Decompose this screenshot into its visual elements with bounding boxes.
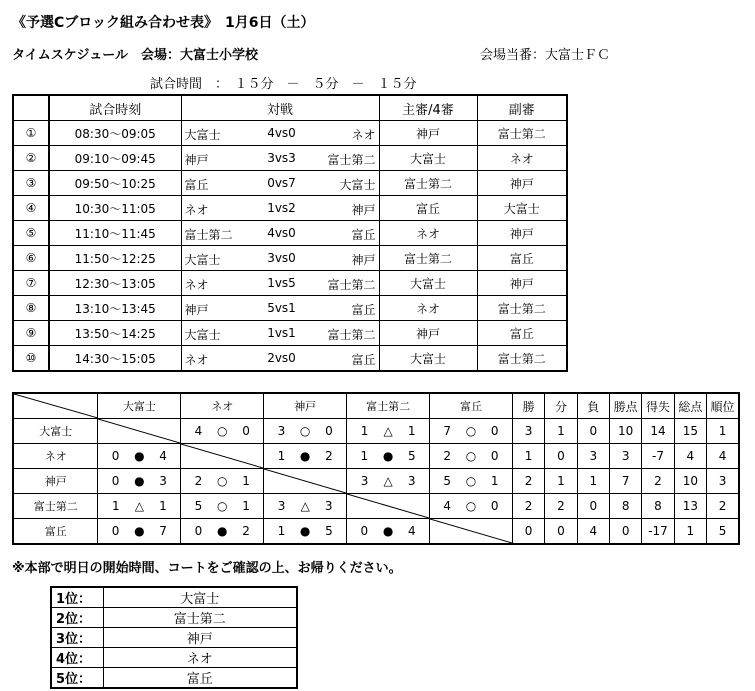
match-pairing (181, 321, 379, 346)
result-cell (430, 474, 512, 488)
goals-against: 0 (490, 449, 499, 463)
match-pairing (181, 146, 379, 171)
match-referee: 大富士 (379, 346, 477, 372)
standings-col-team: 富士第二 (347, 393, 430, 419)
ranking-row (51, 648, 297, 668)
result-symbol: ● (134, 474, 145, 488)
schedule-header-time: 試合時刻 (49, 95, 181, 121)
goals-against: 0 (490, 499, 499, 513)
match-pairing (181, 171, 379, 196)
standings-result (181, 469, 264, 494)
match-assistant: 富丘 (477, 246, 567, 271)
ranking-row (51, 587, 297, 608)
standings-stat: 1 (512, 444, 544, 469)
goals-for: 1 (111, 499, 120, 513)
goals-for: 7 (443, 424, 452, 438)
result-cell (430, 424, 512, 438)
standings-col-stat: 得失 (642, 393, 674, 419)
schedule-row (13, 171, 567, 196)
standings-result (347, 469, 430, 494)
standings-result (347, 444, 430, 469)
diagonal-line (347, 494, 429, 518)
standings-result (430, 419, 513, 444)
standings-col-stat: 順位 (707, 393, 739, 419)
match-pairing (181, 346, 379, 372)
standings-row (13, 419, 739, 444)
match-score: 4vs0 (267, 126, 296, 140)
standings-stat: 14 (642, 419, 674, 444)
match-score: 5vs1 (267, 301, 296, 315)
goals-against: 1 (242, 474, 250, 488)
goals-for: 1 (360, 449, 369, 463)
goals-against: 3 (159, 474, 167, 488)
standings-col-stat: 分 (545, 393, 577, 419)
rank-label: 2位： (51, 608, 103, 628)
standings-team: 神戸 (13, 469, 98, 494)
schedule-header-assistant: 副審 (477, 95, 567, 121)
standings-self-cell (264, 469, 347, 494)
standings-col-team: 大富士 (98, 393, 181, 419)
match-assistant: 大富士 (477, 196, 567, 221)
match-number: ⑩ (13, 346, 49, 372)
diagonal-line (181, 444, 263, 468)
page-title: 《予選Cブロック組み合わせ表》 1月6日（土） (12, 15, 315, 31)
standings-stat: 0 (577, 419, 609, 444)
standings-stat: 8 (642, 494, 674, 519)
result-cell (181, 424, 263, 438)
match-assistant: 富丘 (477, 321, 567, 346)
standings-stat: 2 (512, 469, 544, 494)
match-time: 14:30～15:05 (49, 346, 181, 372)
goals-against: 1 (490, 474, 499, 488)
goals-for: 1 (277, 449, 286, 463)
schedule-row (13, 221, 567, 246)
result-symbol: ○ (465, 424, 477, 438)
standings-table (12, 392, 740, 545)
schedule-header-match: 対戦 (181, 95, 379, 121)
match-referee: 富丘 (379, 196, 477, 221)
result-cell (98, 449, 180, 463)
goals-for: 5 (443, 474, 452, 488)
goals-for: 2 (194, 474, 203, 488)
standings-result (98, 494, 181, 519)
match-time: 13:10～13:45 (49, 296, 181, 321)
standings-stat: 1 (545, 469, 577, 494)
rank-label: 1位： (51, 587, 103, 608)
standings-col-team: 神戸 (264, 393, 347, 419)
standings-stat: 1 (545, 419, 577, 444)
result-symbol: ○ (217, 499, 228, 513)
goals-against: 1 (407, 424, 416, 438)
standings-result (264, 494, 347, 519)
standings-team: 大富士 (13, 419, 98, 444)
standings-stat: 3 (609, 444, 641, 469)
away-team: 大富士 (339, 178, 376, 192)
goals-against: 2 (325, 449, 333, 463)
result-cell (347, 449, 429, 463)
goals-for: 4 (194, 424, 203, 438)
schedule-row (13, 346, 567, 372)
match-referee: ネオ (379, 221, 477, 246)
result-cell (181, 499, 263, 513)
match-number: ⑥ (13, 246, 49, 271)
result-cell (430, 449, 512, 463)
match-score: 2vs0 (267, 351, 296, 365)
result-symbol: △ (383, 424, 393, 438)
standings-stat: 15 (674, 419, 706, 444)
match-time: 09:10～09:45 (49, 146, 181, 171)
standings-stat: 13 (674, 494, 706, 519)
match-number: ① (13, 121, 49, 146)
standings-col-stat: 総点 (674, 393, 706, 419)
match-pairing (181, 221, 379, 246)
match-score: 3vs0 (267, 251, 296, 265)
match-score: 1vs5 (267, 276, 296, 290)
standings-row (13, 519, 739, 545)
goals-against: 7 (159, 524, 167, 538)
schedule-header-referee: 主審/4審 (379, 95, 477, 121)
match-pairing (181, 196, 379, 221)
standings-self-cell (181, 444, 264, 469)
standings-stat: 8 (609, 494, 641, 519)
goals-for: 3 (277, 499, 286, 513)
ranking-row (51, 668, 297, 689)
standings-result (264, 419, 347, 444)
standings-header-row (13, 393, 739, 419)
goals-for: 1 (277, 524, 286, 538)
standings-stat: 2 (707, 494, 739, 519)
result-symbol: ○ (217, 474, 228, 488)
standings-stat: 5 (707, 519, 739, 545)
home-team: 富士第二 (184, 228, 233, 242)
result-cell (347, 424, 429, 438)
standings-stat: 2 (545, 494, 577, 519)
rank-team: 神戸 (103, 628, 297, 648)
match-time: 13:50～14:25 (49, 321, 181, 346)
match-referee: 大富士 (379, 271, 477, 296)
standings-result (264, 444, 347, 469)
standings-stat: 1 (707, 419, 739, 444)
standings-stat: 10 (609, 419, 641, 444)
standings-team: 富士第二 (13, 494, 98, 519)
standings-stat: 2 (642, 469, 674, 494)
match-referee: 富士第二 (379, 246, 477, 271)
match-referee: 富士第二 (379, 171, 477, 196)
standings-stat: 3 (577, 444, 609, 469)
goals-for: 0 (111, 474, 120, 488)
standings-stat: 0 (577, 494, 609, 519)
schedule-table (12, 94, 568, 372)
match-time: 08:30～09:05 (49, 121, 181, 146)
match-referee: ネオ (379, 296, 477, 321)
result-symbol: ○ (465, 499, 477, 513)
match-number: ⑦ (13, 271, 49, 296)
goals-against: 2 (242, 524, 250, 538)
standings-stat: -17 (642, 519, 674, 545)
ranking-row (51, 628, 297, 648)
result-cell (264, 449, 346, 463)
rank-team: ネオ (103, 648, 297, 668)
goals-against: 4 (408, 524, 416, 538)
standings-stat: -7 (642, 444, 674, 469)
result-symbol: ○ (217, 424, 228, 438)
standings-result (430, 444, 513, 469)
goals-against: 1 (242, 499, 250, 513)
goals-for: 4 (443, 499, 452, 513)
goals-for: 3 (360, 474, 369, 488)
match-pairing (181, 246, 379, 271)
standings-team: 富丘 (13, 519, 98, 545)
goals-against: 5 (325, 524, 333, 538)
rank-label: 5位： (51, 668, 103, 689)
goals-against: 0 (242, 424, 250, 438)
rank-label: 3位： (51, 628, 103, 648)
standings-stat: 2 (512, 494, 544, 519)
standings-stat: 7 (609, 469, 641, 494)
match-referee: 神戸 (379, 321, 477, 346)
schedule-header-row (13, 95, 567, 121)
match-score: 4vs0 (267, 226, 296, 240)
match-pairing (181, 121, 379, 146)
ranking-row (51, 608, 297, 628)
result-symbol: ● (134, 524, 145, 538)
standings-col-team: 富丘 (430, 393, 513, 419)
home-team: ネオ (184, 278, 209, 292)
away-team: 富士第二 (327, 328, 376, 342)
match-number: ⑧ (13, 296, 49, 321)
standings-result (181, 494, 264, 519)
standings-stat: 1 (577, 469, 609, 494)
result-symbol: △ (383, 474, 393, 488)
schedule-row (13, 296, 567, 321)
rank-team: 大富士 (103, 587, 297, 608)
result-cell (98, 499, 180, 513)
away-team: 神戸 (351, 253, 376, 267)
schedule-header-no (13, 95, 49, 121)
match-referee: 神戸 (379, 121, 477, 146)
result-symbol: ● (299, 449, 311, 463)
result-cell (264, 499, 346, 513)
standings-stat: 3 (707, 469, 739, 494)
match-duration: 試合時間 ： １５分 － ５分 － １５分 (150, 77, 417, 92)
result-symbol: △ (134, 499, 144, 513)
result-symbol: △ (300, 499, 310, 513)
diagonal-line (14, 394, 98, 418)
result-symbol: ● (382, 449, 394, 463)
schedule-row (13, 321, 567, 346)
standings-team: ネオ (13, 444, 98, 469)
match-score: 0vs7 (267, 176, 296, 190)
standings-corner (13, 393, 98, 419)
standings-col-stat: 勝点 (609, 393, 641, 419)
standings-result (347, 419, 430, 444)
away-team: 富丘 (351, 228, 376, 242)
match-time: 11:50～12:25 (49, 246, 181, 271)
match-time: 10:30～11:05 (49, 196, 181, 221)
standings-stat: 0 (545, 519, 577, 545)
goals-against: 3 (324, 499, 333, 513)
standings-result (264, 519, 347, 545)
result-symbol: ● (299, 524, 311, 538)
standings-result (181, 419, 264, 444)
away-team: 富丘 (351, 353, 376, 367)
standings-stat: 0 (512, 519, 544, 545)
diagonal-line (264, 469, 346, 493)
standings-stat: 1 (674, 519, 706, 545)
standings-self-cell (430, 519, 513, 545)
home-team: 神戸 (184, 303, 209, 317)
result-cell (98, 524, 180, 538)
match-referee: 大富士 (379, 146, 477, 171)
result-symbol: ● (134, 449, 145, 463)
goals-for: 0 (194, 524, 203, 538)
match-assistant: 神戸 (477, 221, 567, 246)
schedule-venue: タイムスケジュール 会場：大富士小学校 (12, 48, 258, 63)
match-score: 1vs2 (267, 201, 296, 215)
match-pairing (181, 296, 379, 321)
match-number: ③ (13, 171, 49, 196)
away-team: ネオ (351, 128, 376, 142)
home-team: ネオ (184, 353, 209, 367)
goals-against: 1 (159, 499, 167, 513)
result-cell (430, 499, 512, 513)
standings-result (181, 519, 264, 545)
schedule-row (13, 271, 567, 296)
result-symbol: ● (382, 524, 394, 538)
away-team: 神戸 (351, 203, 376, 217)
match-score: 3vs3 (267, 151, 296, 165)
away-team: 富士第二 (327, 153, 376, 167)
match-pairing (181, 271, 379, 296)
goals-for: 1 (360, 424, 369, 438)
standings-col-stat: 負 (577, 393, 609, 419)
match-time: 12:30～13:05 (49, 271, 181, 296)
standings-stat: 4 (707, 444, 739, 469)
result-symbol: ○ (299, 424, 311, 438)
standings-col-team: ネオ (181, 393, 264, 419)
standings-self-cell (347, 494, 430, 519)
standings-stat: 10 (674, 469, 706, 494)
standings-result (430, 494, 513, 519)
match-assistant: 富士第二 (477, 346, 567, 372)
match-time: 09:50～10:25 (49, 171, 181, 196)
standings-stat: 0 (545, 444, 577, 469)
match-time: 11:10～11:45 (49, 221, 181, 246)
match-number: ④ (13, 196, 49, 221)
match-number: ⑨ (13, 321, 49, 346)
result-cell (98, 474, 180, 488)
goals-for: 0 (360, 524, 369, 538)
rank-label: 4位： (51, 648, 103, 668)
notice-text: ※本部で明日の開始時間、コートをご確認の上、お帰りください。 (12, 561, 402, 576)
ranking-table (50, 586, 298, 689)
home-team: 大富士 (184, 253, 221, 267)
away-team: 富士第二 (327, 278, 376, 292)
home-team: 神戸 (184, 153, 209, 167)
goals-for: 0 (111, 524, 120, 538)
result-cell (181, 524, 263, 538)
result-cell (264, 424, 346, 438)
standings-result (98, 519, 181, 545)
home-team: ネオ (184, 203, 209, 217)
schedule-row (13, 146, 567, 171)
match-assistant: 富士第二 (477, 121, 567, 146)
match-assistant: 神戸 (477, 271, 567, 296)
diagonal-line (430, 519, 512, 543)
home-team: 富丘 (184, 178, 209, 192)
goals-against: 5 (408, 449, 416, 463)
standings-stat: 3 (512, 419, 544, 444)
rank-team: 富丘 (103, 668, 297, 689)
match-assistant: 富士第二 (477, 296, 567, 321)
match-number: ② (13, 146, 49, 171)
standings-result (347, 519, 430, 545)
goals-against: 4 (159, 449, 167, 463)
match-assistant: 神戸 (477, 171, 567, 196)
standings-row (13, 469, 739, 494)
standings-result (98, 469, 181, 494)
standings-result (430, 469, 513, 494)
standings-row (13, 494, 739, 519)
standings-stat: 4 (577, 519, 609, 545)
home-team: 大富士 (184, 128, 221, 142)
result-symbol: ○ (465, 449, 477, 463)
result-cell (181, 474, 263, 488)
match-score: 1vs1 (267, 326, 296, 340)
goals-against: 3 (407, 474, 416, 488)
schedule-row (13, 121, 567, 146)
standings-row (13, 444, 739, 469)
goals-against: 0 (325, 424, 333, 438)
standings-result (98, 444, 181, 469)
standings-stat: 4 (674, 444, 706, 469)
result-cell (347, 524, 429, 538)
diagonal-line (98, 419, 180, 443)
standings-col-stat: 勝 (512, 393, 544, 419)
result-cell (264, 524, 346, 538)
goals-for: 2 (443, 449, 452, 463)
result-symbol: ○ (465, 474, 477, 488)
match-assistant: ネオ (477, 146, 567, 171)
host-team: 会場当番：大富士ＦＣ (480, 48, 611, 63)
goals-for: 0 (111, 449, 120, 463)
goals-for: 5 (194, 499, 203, 513)
away-team: 富丘 (351, 303, 376, 317)
goals-against: 0 (490, 424, 499, 438)
result-symbol: ● (217, 524, 228, 538)
match-number: ⑤ (13, 221, 49, 246)
standings-stat: 0 (609, 519, 641, 545)
goals-for: 3 (277, 424, 286, 438)
standings-self-cell (98, 419, 181, 444)
result-cell (347, 474, 429, 488)
rank-team: 富士第二 (103, 608, 297, 628)
home-team: 大富士 (184, 328, 221, 342)
schedule-row (13, 196, 567, 221)
schedule-row (13, 246, 567, 271)
